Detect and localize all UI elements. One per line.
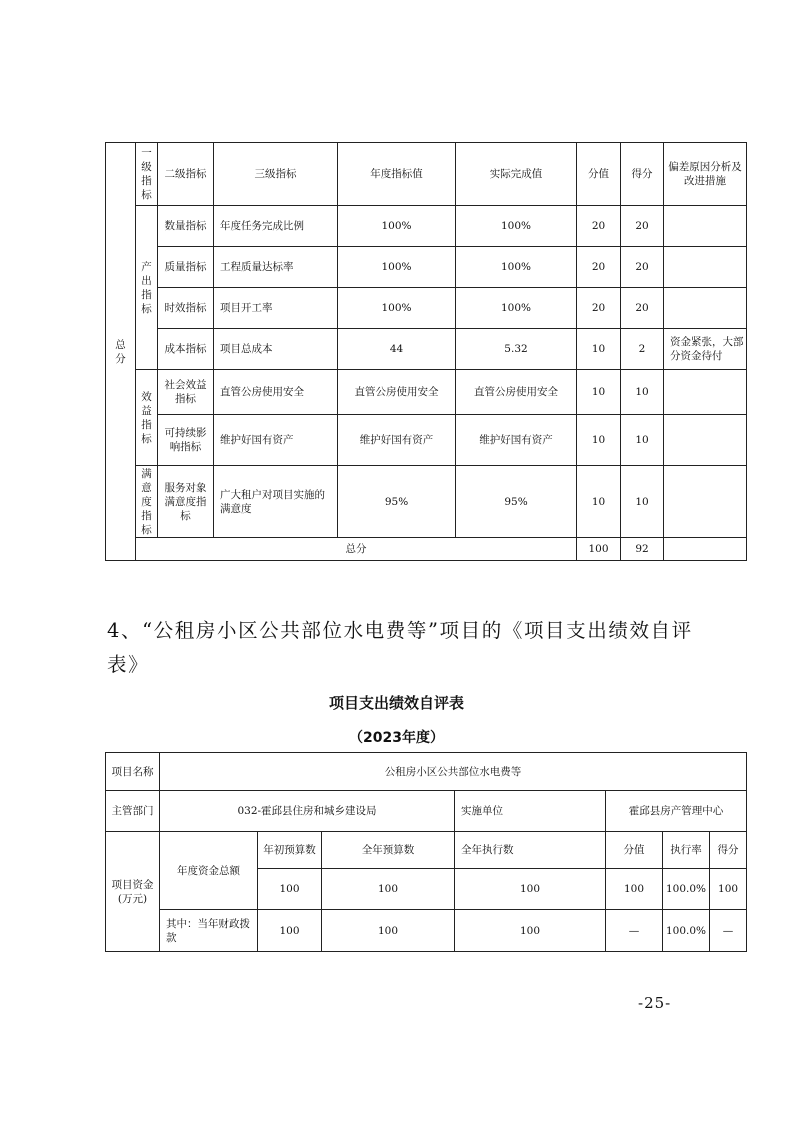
self-eval-table [105,752,747,952]
level3-cell: 项目开工率 [214,288,338,329]
remark-cell: 资金紧张，大部分资金待付 [664,329,747,370]
table-row [106,206,747,247]
initial-budget-cell: 100 [258,910,322,952]
total-remark [664,538,747,561]
project-name-value: 公租房小区公共部位水电费等 [160,753,747,791]
level3-cell: 直管公房使用安全 [214,370,338,415]
score-value-cell: 20 [577,206,621,247]
doc-title: 项目支出绩效自评表 [328,694,464,712]
score-cell: 10 [621,415,664,466]
target-cell: 44 [338,329,456,370]
group-satisfaction: 满意度指标 [136,466,158,538]
indicator-header-row [106,143,747,206]
table-row [106,415,747,466]
score-value-cell: 10 [577,466,621,538]
actual-cell: 100% [456,206,577,247]
score-value-cell: 100 [606,869,663,910]
score-value-cell: — [606,910,663,952]
score-cell: 20 [621,288,664,329]
col-score-value: 分值 [606,832,663,869]
table-row [106,466,747,538]
col-full-exec: 全年执行数 [455,832,606,869]
impl-value: 霍邱县房产管理中心 [606,791,747,832]
score-value-cell: 20 [577,288,621,329]
actual-cell: 5.32 [456,329,577,370]
full-budget-cell: 100 [322,869,455,910]
target-cell: 95% [338,466,456,538]
score-cell: — [710,910,747,952]
total-score: 92 [621,538,664,561]
score-value-cell: 20 [577,247,621,288]
table-row [106,329,747,370]
target-cell: 直管公房使用安全 [338,370,456,415]
project-name-label: 项目名称 [106,753,160,791]
score-cell: 10 [621,370,664,415]
level3-cell: 项目总成本 [214,329,338,370]
header-score-value: 分值 [577,143,621,206]
actual-cell: 100% [456,247,577,288]
score-cell: 20 [621,206,664,247]
score-value-cell: 10 [577,370,621,415]
exec-rate-cell: 100.0% [663,910,710,952]
score-cell: 10 [621,466,664,538]
page-number: -25- [638,994,672,1012]
total-score-value: 100 [577,538,621,561]
side-label-cell: 总分 [106,143,136,561]
header-target: 年度指标值 [338,143,456,206]
level2-cell: 社会效益指标 [158,370,214,415]
exec-rate-cell: 100.0% [663,869,710,910]
annual-total-label: 年度资金总额 [160,832,258,910]
funds-header-row [106,832,747,869]
funds-fiscal-row [106,910,747,952]
section-heading: 4、“公租房小区公共部位水电费等”项目的《项目支出绩效自评表》 [107,619,693,676]
dept-value: 032-霍邱县住房和城乡建设局 [160,791,455,832]
total-row [106,538,747,561]
group-output: 产出指标 [136,206,158,370]
target-cell: 维护好国有资产 [338,415,456,466]
full-budget-cell: 100 [322,910,455,952]
doc-year: （2023年度） [349,730,444,746]
actual-cell: 维护好国有资产 [456,415,577,466]
level2-cell: 时效指标 [158,288,214,329]
level2-cell: 可持续影响指标 [158,415,214,466]
header-actual: 实际完成值 [456,143,577,206]
level3-cell: 工程质量达标率 [214,247,338,288]
remark-cell [664,247,747,288]
level3-cell: 广大租户对项目实施的满意度 [214,466,338,538]
project-name-row [106,753,747,791]
score-value-cell: 10 [577,415,621,466]
score-value-cell: 10 [577,329,621,370]
target-cell: 100% [338,247,456,288]
level2-cell: 服务对象满意度指标 [158,466,214,538]
col-exec-rate: 执行率 [663,832,710,869]
header-level1: 一级指标 [136,143,158,206]
level2-cell: 质量指标 [158,247,214,288]
impl-label: 实施单位 [455,791,606,832]
full-exec-cell: 100 [455,869,606,910]
remark-cell [664,206,747,247]
total-label: 总分 [136,538,577,561]
funds-label: 项目资金(万元) [106,832,160,952]
actual-cell: 100% [456,288,577,329]
fiscal-label: 其中：当年财政拨款 [160,910,258,952]
col-score: 得分 [710,832,747,869]
level2-cell: 数量指标 [158,206,214,247]
dept-row [106,791,747,832]
indicator-table [105,142,747,561]
table-row [106,247,747,288]
initial-budget-cell: 100 [258,869,322,910]
target-cell: 100% [338,206,456,247]
level3-cell: 年度任务完成比例 [214,206,338,247]
level2-cell: 成本指标 [158,329,214,370]
table-row [106,288,747,329]
header-remark: 偏差原因分析及改进措施 [664,143,747,206]
remark-cell [664,288,747,329]
col-initial-budget: 年初预算数 [258,832,322,869]
score-cell: 100 [710,869,747,910]
remark-cell [664,370,747,415]
group-benefit: 效益指标 [136,370,158,466]
actual-cell: 直管公房使用安全 [456,370,577,415]
score-cell: 20 [621,247,664,288]
target-cell: 100% [338,288,456,329]
level3-cell: 维护好国有资产 [214,415,338,466]
col-full-budget: 全年预算数 [322,832,455,869]
remark-cell [664,466,747,538]
remark-cell [664,415,747,466]
header-level3: 三级指标 [214,143,338,206]
table-row [106,370,747,415]
header-level2: 二级指标 [158,143,214,206]
actual-cell: 95% [456,466,577,538]
dept-label: 主管部门 [106,791,160,832]
full-exec-cell: 100 [455,910,606,952]
score-cell: 2 [621,329,664,370]
header-score: 得分 [621,143,664,206]
